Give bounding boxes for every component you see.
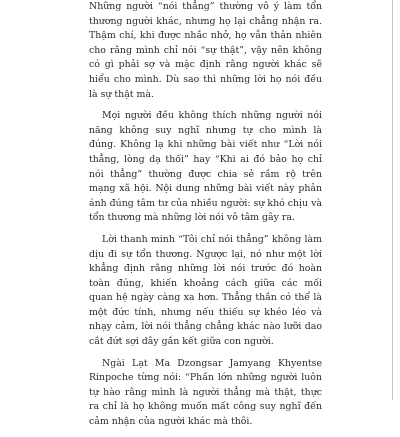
paragraph-1: Những người “nói thẳng” thường vô ý làm tổn thương người khác, nhưng họ lại chẳng nhận ra. Thậm chí, khi được nhắc nhở, họ vẫn thản nhiên cho rằng mình chỉ nói “sự thật”, vậy nên không có gì phải sợ và mặc định rằng người khác sẽ hiểu cho mình. Dù sao thì những lời họ nói đều là sự thật mà. (89, 1, 322, 100)
paragraph-3: Lời thanh minh “Tôi chỉ nói thẳng” không làm dịu đi sự tổn thương. Ngược lại, nó như một lời khẳng định rằng những lời nói trước đó hoàn toàn đúng, khiến khoảng cách giữa các mối quan hệ ngày càng xa hơn. Thẳng thắn có thể là một đức tính, nhưng nếu thiếu sự khéo léo và nhạy cảm, lời nói thẳng chẳng khác nào lưỡi dao cắt đứt sợi dây gắn kết giữa con người. (89, 233, 322, 348)
paragraph-4: Ngài Lạt Ma Dzongsar Jamyang Khyentse Rinpoche từng nói: “Phần lớn những người luôn tự hào rằng mình là người thẳng mà thật, thực ra chỉ là họ không muốn mất công suy nghĩ đến cảm nhận của người khác mà thôi. (89, 357, 322, 428)
page-edge-line (392, 0, 393, 400)
body-text (89, 0, 322, 437)
paragraph-2: Mọi người đều không thích những người nói năng không suy nghĩ nhưng tự cho mình là đúng. Không lạ khi những bài viết như “Lời nói thẳng, lòng dạ thối” hay “Khi ai đó bảo họ chỉ nói thẳng” thường được chia sẻ rầm rộ trên mạng xã hội. Nội dung những bài viết này phản ánh đúng tâm tư của nhiều người: sự khó chịu và tổn thương mà những lời nói vô tâm gây ra. (89, 110, 322, 224)
